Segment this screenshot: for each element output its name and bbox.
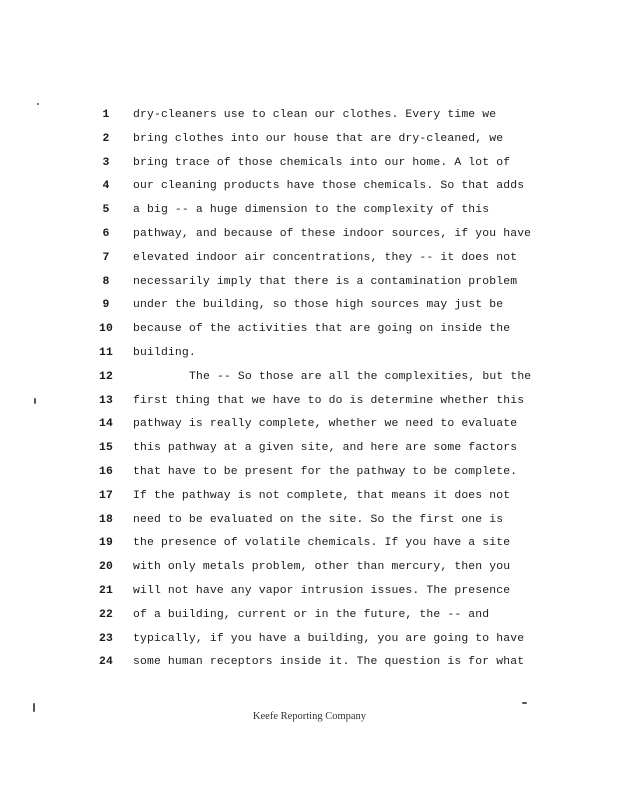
transcript-line-10 <box>0 318 619 342</box>
line-text: first thing that we have to do is determine whether this <box>133 394 525 407</box>
line-number: 23 <box>99 632 113 645</box>
line-number: 6 <box>102 227 110 240</box>
line-text: need to be evaluated on the site. So the first one is <box>133 513 504 526</box>
line-text: some human receptors inside it. The question is for what <box>133 656 525 669</box>
line-text: of a building, current or in the future, the -- and <box>133 608 490 621</box>
transcript-line-23 <box>0 628 619 652</box>
line-number: 22 <box>99 608 113 621</box>
scan-speck <box>522 702 527 704</box>
line-number: 16 <box>99 465 113 478</box>
transcript-line-1 <box>0 104 619 128</box>
transcript-line-6 <box>0 223 619 247</box>
line-text: that have to be present for the pathway to be complete. <box>133 465 518 478</box>
transcript-line-21 <box>0 580 619 604</box>
line-text: will not have any vapor intrusion issues. The presence <box>133 584 511 597</box>
transcript-line-20 <box>0 556 619 580</box>
transcript-body <box>0 104 619 675</box>
line-number: 5 <box>102 204 110 217</box>
transcript-line-24 <box>0 651 619 675</box>
transcript-line-2 <box>0 128 619 152</box>
line-text: with only metals problem, other than mercury, then you <box>133 561 511 574</box>
line-text: typically, if you have a building, you are going to have <box>133 632 525 645</box>
scan-speck <box>37 103 39 105</box>
line-text: elevated indoor air concentrations, they -- it does not <box>133 251 518 264</box>
footer-reporter: Keefe Reporting Company <box>252 711 367 722</box>
transcript-line-14 <box>0 413 619 437</box>
transcript-line-19 <box>0 532 619 556</box>
scan-speck <box>33 703 35 712</box>
transcript-line-11 <box>0 342 619 366</box>
line-number: 24 <box>99 656 113 669</box>
line-text: pathway, and because of these indoor sources, if you have <box>133 227 532 240</box>
transcript-line-15 <box>0 437 619 461</box>
line-text: bring trace of those chemicals into our home. A lot of <box>133 156 511 169</box>
line-number: 20 <box>99 561 113 574</box>
line-number: 10 <box>99 323 113 336</box>
line-number: 19 <box>99 537 113 550</box>
line-number: 13 <box>99 394 113 407</box>
line-text: necessarily imply that there is a contamination problem <box>133 275 518 288</box>
line-number: 2 <box>102 132 110 145</box>
line-number: 12 <box>99 370 113 383</box>
line-number: 8 <box>102 275 110 288</box>
line-number: 11 <box>99 346 113 359</box>
line-text: a big -- a huge dimension to the complexity of this <box>133 204 490 217</box>
line-number: 18 <box>99 513 113 526</box>
transcript-line-22 <box>0 604 619 628</box>
transcript-line-9 <box>0 294 619 318</box>
line-text: bring clothes into our house that are dry-cleaned, we <box>133 132 504 145</box>
line-number: 4 <box>102 180 110 193</box>
line-text: pathway is really complete, whether we need to evaluate <box>133 418 518 431</box>
line-text: our cleaning products have those chemicals. So that adds <box>133 180 525 193</box>
line-text: the presence of volatile chemicals. If you have a site <box>133 537 511 550</box>
transcript-line-13 <box>0 390 619 414</box>
transcript-line-4 <box>0 175 619 199</box>
transcript-line-17 <box>0 485 619 509</box>
line-text: If the pathway is not complete, that means it does not <box>133 489 511 502</box>
line-text: this pathway at a given site, and here are some factors <box>133 442 518 455</box>
transcript-line-12 <box>0 366 619 390</box>
transcript-line-5 <box>0 199 619 223</box>
line-number: 21 <box>99 584 113 597</box>
line-text: because of the activities that are going on inside the <box>133 323 511 336</box>
line-number: 15 <box>99 442 113 455</box>
transcript-line-3 <box>0 152 619 176</box>
line-text: building. <box>133 346 196 359</box>
scan-speck <box>34 398 36 404</box>
transcript-line-8 <box>0 271 619 295</box>
line-number: 9 <box>102 299 110 312</box>
line-number: 1 <box>102 109 110 121</box>
line-number: 17 <box>99 489 113 502</box>
transcript-line-7 <box>0 247 619 271</box>
line-text: dry-cleaners use to clean our clothes. Every time we <box>133 109 497 121</box>
line-number: 7 <box>102 251 110 264</box>
line-number: 14 <box>99 418 113 431</box>
transcript-line-18 <box>0 509 619 533</box>
transcript-line-16 <box>0 461 619 485</box>
line-number: 3 <box>102 156 110 169</box>
line-text: under the building, so those high sources may just be <box>133 299 504 312</box>
line-text: The -- So those are all the complexities, but the <box>189 370 532 383</box>
